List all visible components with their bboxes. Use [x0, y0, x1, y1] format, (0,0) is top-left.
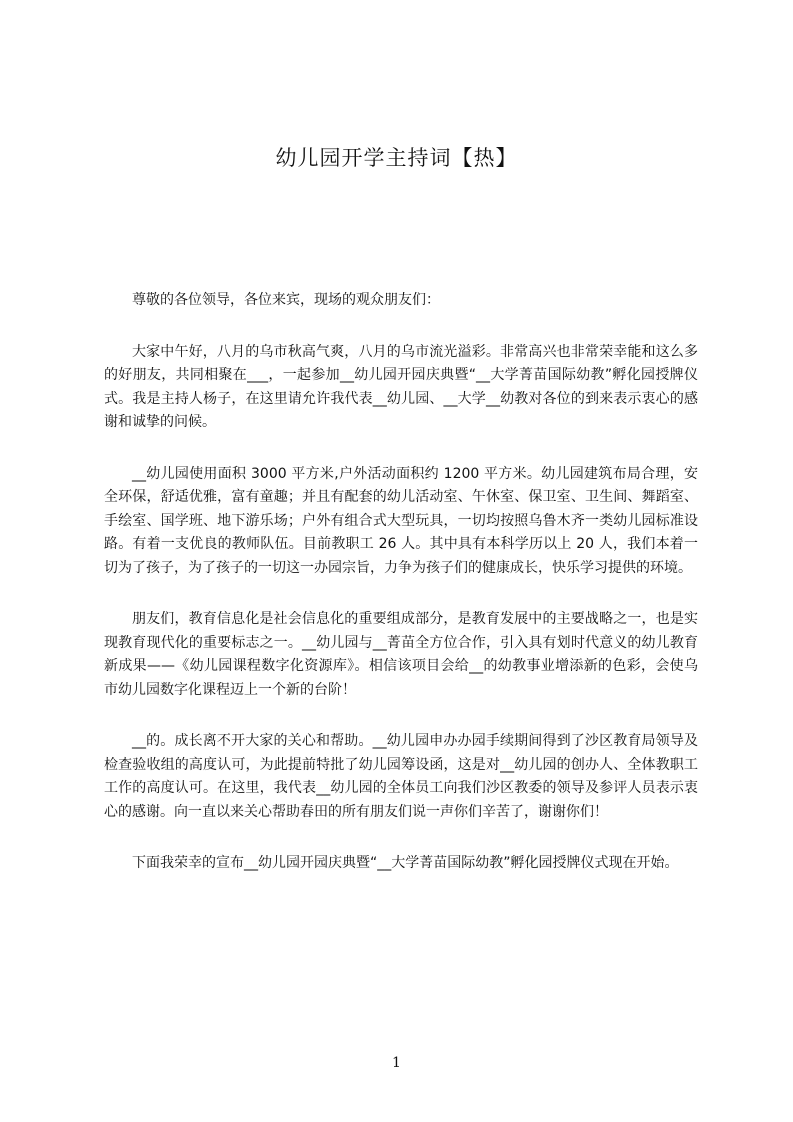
document-title: 幼儿园开学主持词【热】 [275, 146, 518, 170]
paragraph-announcement: 下面我荣幸的宣布__幼儿园开园庆典暨“__大学菁苗国际幼教”孵化园授牌仪式现在开始。 [132, 855, 679, 871]
paragraph-welcome: 大家中午好，八月的乌市秋高气爽，八月的乌市流光溢彩。非常高兴也非常荣幸能和这么多的好朋友，共同相聚在___，一起参加__幼儿园开园庆典暨“__大学菁苗国际幼教”孵化园授牌仪式。我是主持人杨子，在这里请允许我代表__幼儿园、__大学__幼教对各位的到来表示衷心的感谢和诚挚的问候。 [104, 343, 698, 430]
paragraph-facilities: __幼儿园使用面积 3000 平方米,户外活动面积约 1200 平方米。幼儿园建筑布局合理，安全环保，舒适优雅，富有童趣；并且有配套的幼儿活动室、午休室、保卫室、卫生间、舞蹈室、手绘室、国学班、地下游乐场；户外有组合式大型玩具，一切均按照乌鲁木齐一类幼儿园标准设路。有着一支优良的教师队伍。目前教职工 26 人。其中具有本科学历以上 20 人，我们本着一切为了孩子，为了孩子的一切这一办园宗旨，力争为孩子们的健康成长，快乐学习提供的环境。 [104, 465, 698, 576]
paragraph-education-informatization: 朋友们，教育信息化是社会信息化的重要组成部分，是教育发展中的主要战略之一，也是实现教育现代化的重要标志之一。__幼儿园与__菁苗全方位合作，引入具有划时代意义的幼儿教育新成果——《幼儿园课程数字化资源库》。相信该项目会给__的幼教事业增添新的色彩，会使乌市幼儿园数字化课程迈上一个新的台阶！ [104, 611, 698, 698]
paragraph-greeting: 尊敬的各位领导，各位来宾，现场的观众朋友们： [132, 292, 440, 308]
document-body [104, 289, 698, 904]
page-number: 1 [392, 1055, 401, 1071]
paragraph-thanks: __的。成长离不开大家的关心和帮助。__幼儿园申办办园手续期间得到了沙区教育局领导及检查验收组的高度认可，为此提前特批了幼儿园筹设函，这是对__幼儿园的创办人、全体教职工工作的高度认可。在这里，我代表__幼儿园的全体员工向我们沙区教委的领导及参评人员表示衷心的感谢。向一直以来关心帮助春田的所有朋友们说一声你们辛苦了，谢谢你们！ [104, 733, 698, 820]
